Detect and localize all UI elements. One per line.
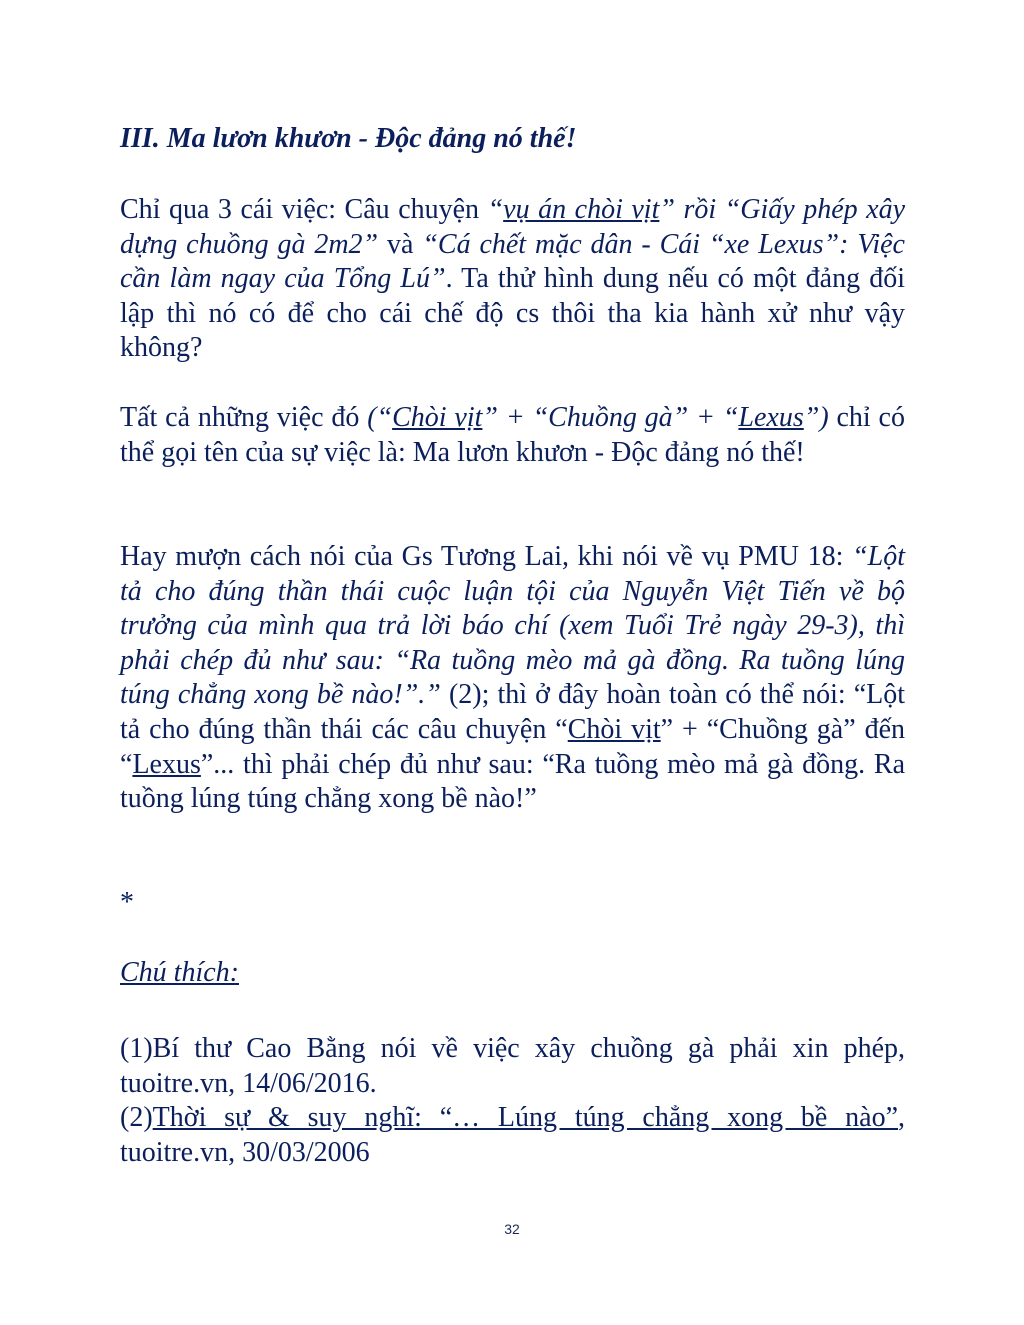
footnote-2-link[interactable]: Thời sự & suy nghĩ: “… Lúng túng chẳng xong bề nào” [152, 1102, 898, 1134]
p3-italic-quote: “Lột tả cho đúng thần thái cuộc luận tội của Nguyễn Việt Tiến về bộ trưởng của mình qua trả lời báo chí (xem Tuổi Trẻ ngày 29-3), thì phải chép đủ như sau: “Ra tuồng mèo mả gà đồng. Ra tuồng lúng túng chẳng xong bề nào!”.” [120, 541, 905, 711]
p2-text-a: Tất cả những việc đó [120, 402, 368, 433]
p1-link-chòi-vịt[interactable]: vụ án chòi vịt [503, 194, 660, 225]
p3-text-e: ” + “Chuồng gà” đến “ [120, 713, 906, 780]
p2-italic-mid: ” + “Chuồng gà” + “ [482, 402, 739, 433]
p2-link-lexus[interactable]: Lexus [738, 402, 804, 433]
page-number: 32 [504, 1221, 520, 1237]
footnote-1: (1)Bí thư Cao Bằng nói về việc xây chuồng gà phải xin phép, tuoitre.vn, 14/06/2016. [120, 1033, 905, 1099]
p1-italic-giay-phep: “Giấy phép xây dựng chuồng gà 2m2” [120, 194, 906, 260]
p2-text-rest: chỉ có thể gọi tên của sự việc là: Ma lươn khươn - Độc đảng nó thế! [120, 402, 905, 468]
paragraph-1 [120, 193, 905, 366]
paragraph-3 [120, 540, 905, 817]
p3-text-a: Hay mượn cách nói của Gs Tương Lai, khi nói về vụ PMU 18: [120, 541, 853, 572]
p1-quote-close: ” rồi [659, 194, 725, 225]
p3-link-lexus[interactable]: Lexus [132, 748, 201, 780]
p3-text-g: ”... thì phải chép đủ như sau: “Ra tuồng mèo mả gà đồng. Ra tuồng lúng túng chẳng xong bề nào!” [120, 748, 905, 815]
p1-text-a: Chỉ qua 3 cái việc: Câu chuyện [120, 194, 488, 225]
footnotes [120, 1032, 905, 1170]
p3-text-c: (2); thì ở đây hoàn toàn có thể nói: “Lột tả cho đúng thần thái các câu chuyện “ [120, 679, 906, 745]
p1-text-va: và [378, 228, 423, 260]
paragraph-2 [120, 401, 905, 470]
p3-link-choi-vit[interactable]: Chòi vịt [567, 713, 661, 745]
p1-text-rest: . Ta thử hình dung nếu có một đảng đối lập thì nó có để cho cái chế độ cs thôi tha kia hành xử như vậy không? [120, 263, 905, 364]
separator-asterisk: * [120, 887, 134, 918]
p2-quote-close: ”) [803, 402, 829, 433]
p1-quote-open: “ [487, 194, 504, 225]
p2-quote-open: (“ [367, 402, 393, 433]
notes-title: Chú thích: [120, 957, 239, 988]
footnote-2 [120, 1101, 905, 1170]
p1-italic-ca-chet: “Cá chết mặc dân - Cái “xe Lexus”: Việc cần làm ngay của Tổng Lú” [120, 228, 905, 295]
section-heading: III. Ma lươn khươn - Độc đảng nó thế! [120, 123, 577, 154]
p2-link-choi-vit[interactable]: Chòi vịt [392, 402, 483, 433]
footnote-2-number: (2) [120, 1102, 153, 1134]
footnote-2-source: , tuoitre.vn, 30/03/2006 [120, 1102, 905, 1168]
